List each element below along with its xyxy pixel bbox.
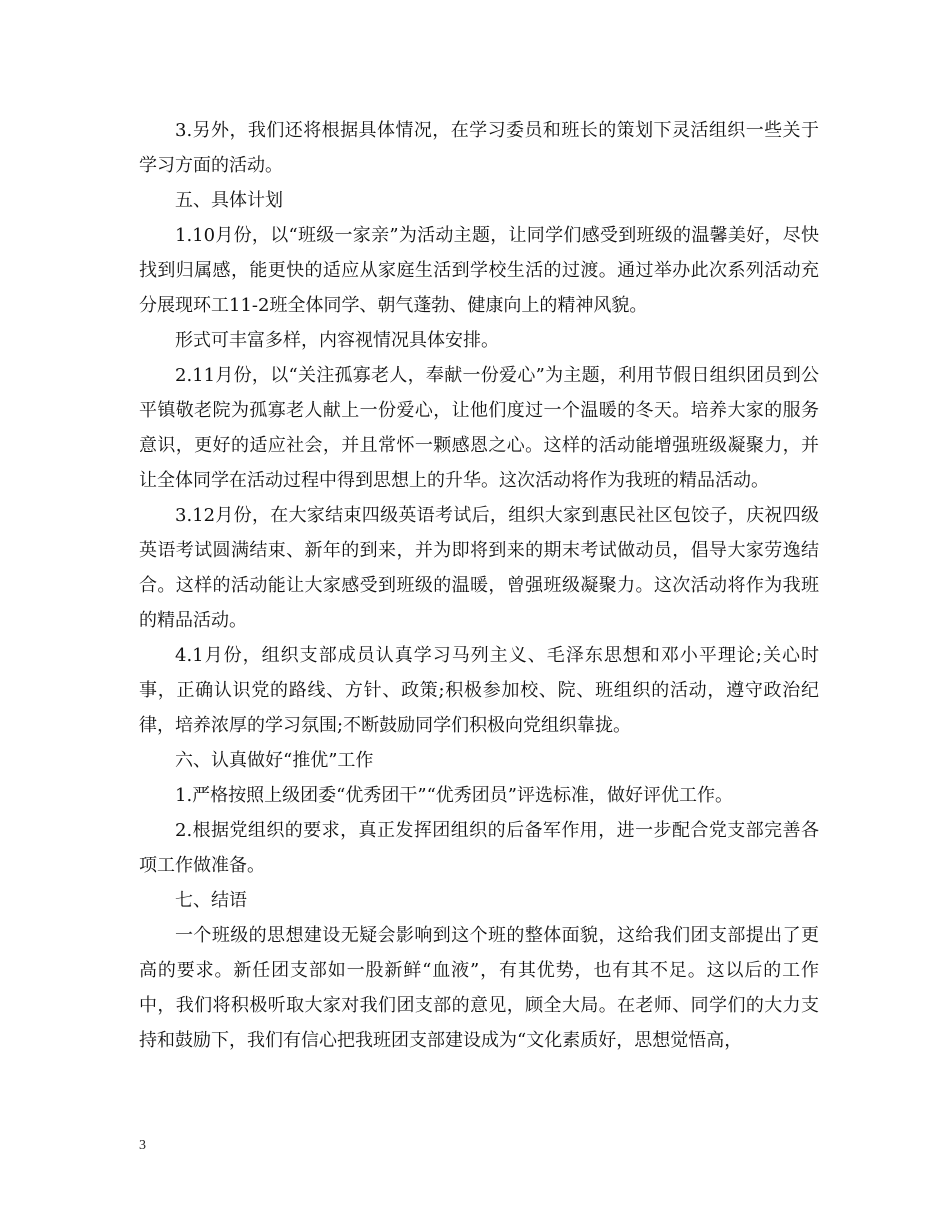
page-number: 3 (139, 1138, 146, 1153)
plan-january: 4.1月份，组织支部成员认真学习马列主义、毛泽东思想和邓小平理论;关心时事，正确认识党的路线、方针、政策;积极参加校、院、班组织的活动，遵守政治纪律，培养浓厚的学习氛围;不断鼓励同学们积极向党组织靠拢。 (139, 645, 819, 736)
section-7-heading: 七、结语 (175, 890, 247, 911)
conclusion-paragraph: 一个班级的思想建设无疑会影响到这个班的整体面貌，这给我们团支部提出了更高的要求。新任团支部如一股新鲜“血液”，有其优势，也有其不足。这以后的工作中，我们将积极听取大家对我们团支部的意见，顾全大局。在老师、同学们的大力支持和鼓励下，我们有信心把我班团支部建设成为“文化素质好，思想觉悟高， (139, 925, 819, 1051)
plan-december: 3.12月份，在大家结束四级英语考试后，组织大家到惠民社区包饺子，庆祝四级英语考试圆满结束、新年的到来，并为即将到来的期末考试做动员，倡导大家劳逸结合。这样的活动能让大家感受到班级的温暖，曾强班级凝聚力。这次活动将作为我班的精品活动。 (139, 505, 819, 631)
plan-november: 2.11月份，以“关注孤寡老人，奉献一份爱心”为主题，利用节假日组织团员到公平镇敬老院为孤寡老人献上一份爱心，让他们度过一个温暖的冬天。培养大家的服务意识，更好的适应社会，并且常怀一颗感恩之心。这样的活动能增强班级凝聚力，并让全体同学在活动过程中得到思想上的升华。这次活动将作为我班的精品活动。 (139, 365, 819, 491)
plan-october-form: 形式可丰富多样，内容视情况具体安排。 (175, 330, 499, 351)
recommend-item-1: 1.严格按照上级团委“优秀团干”“优秀团员”评选标准，做好评优工作。 (175, 785, 733, 806)
plan-october: 1.10月份，以“班级一家亲”为活动主题，让同学们感受到班级的温馨美好，尽快找到归属感，能更快的适应从家庭生活到学校生活的过渡。通过举办此次系列活动充分展现环工11-2班全体同学、朝气蓬勃、健康向上的精神风貌。 (139, 225, 819, 316)
paragraph-3-activities: 3.另外，我们还将根据具体情况，在学习委员和班长的策划下灵活组织一些关于学习方面的活动。 (139, 120, 819, 176)
section-5-heading: 五、具体计划 (175, 190, 283, 211)
recommend-item-2: 2.根据党组织的要求，真正发挥团组织的后备军作用，进一步配合党支部完善各项工作做准备。 (139, 820, 819, 876)
section-6-heading: 六、认真做好“推优”工作 (175, 750, 374, 771)
document-body (139, 113, 819, 1058)
